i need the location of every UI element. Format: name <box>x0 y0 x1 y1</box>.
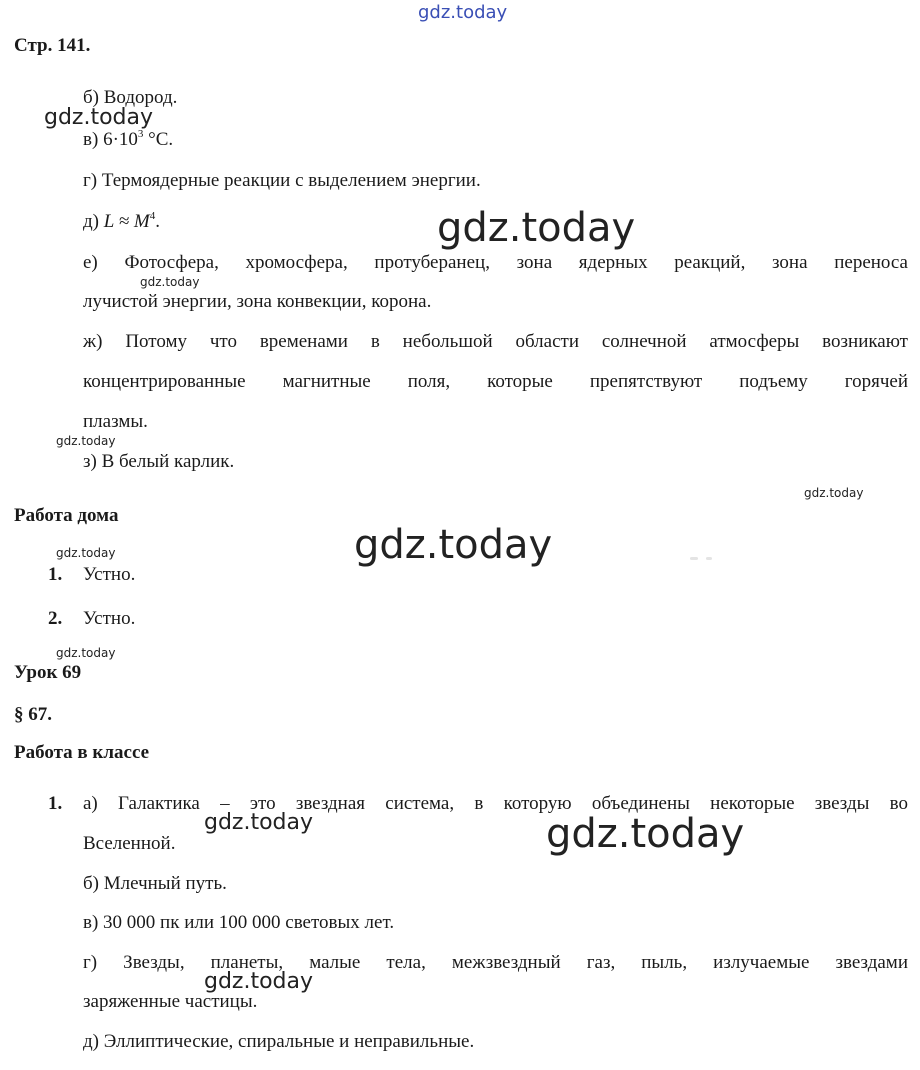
watermark-5: gdz.today <box>804 486 864 500</box>
answer-e-line2: лучистой энергии, зона конвекции, корона. <box>83 291 432 312</box>
luminosity-suffix: . <box>155 211 160 232</box>
answer-d <box>83 212 160 231</box>
answer-e-line1: е) Фотосфера, хромосфера, протуберанец, зона ядерных реакций, зона переноса <box>83 252 908 273</box>
watermark-7: gdz.today <box>56 546 116 560</box>
watermark-10: gdz.today <box>546 811 745 857</box>
classwork-g-line1: г) Звезды, планеты, малые тела, межзвездный газ, пыль, излучаемые звездами <box>83 952 908 973</box>
homework-item-2-number: 2. <box>48 608 63 629</box>
answer-v-prefix: в) <box>83 129 99 150</box>
answer-d-prefix: д) <box>83 211 99 232</box>
smudge <box>690 557 698 560</box>
watermark-9: gdz.today <box>204 810 314 835</box>
watermark-6: gdz.today <box>354 522 553 568</box>
answer-g: г) Термоядерные реакции с выделением энергии. <box>83 170 481 191</box>
classwork-g-line2: заряженные частицы. <box>83 991 258 1012</box>
answer-z: з) В белый карлик. <box>83 451 235 472</box>
temperature-unit: °С. <box>148 129 174 150</box>
classwork-a-line1: а) Галактика – это звездная система, в которую объединены некоторые звезды во <box>83 793 908 814</box>
watermark-4: gdz.today <box>56 434 116 448</box>
classwork-a-line2: Вселенной. <box>83 833 176 854</box>
answer-v <box>83 130 173 149</box>
temperature-exponent: 3 <box>137 128 144 140</box>
homework-item-1-text: Устно. <box>83 564 136 585</box>
luminosity-exponent: 4 <box>149 210 156 222</box>
paragraph-heading: § 67. <box>14 704 52 725</box>
temperature-value: 6·10 <box>103 129 138 150</box>
watermark-top: gdz.today <box>418 2 508 23</box>
lesson-heading: Урок 69 <box>14 662 82 683</box>
classwork-heading: Работа в классе <box>14 742 150 763</box>
homework-item-2-text: Устно. <box>83 608 136 629</box>
classwork-d: д) Эллиптические, спиральные и неправильные. <box>83 1031 475 1052</box>
smudge <box>706 557 712 560</box>
answer-b: б) Водород. <box>83 87 178 108</box>
watermark-8: gdz.today <box>56 646 116 660</box>
classwork-item-1-number: 1. <box>48 793 63 814</box>
luminosity-formula: L ≈ M <box>103 211 150 232</box>
homework-heading: Работа дома <box>14 505 119 526</box>
watermark-2: gdz.today <box>437 205 636 251</box>
answer-zh-line1: ж) Потому что временами в небольшой области солнечной атмосферы возникают <box>83 331 908 352</box>
answer-zh-line3: плазмы. <box>83 411 148 432</box>
answer-zh-line2: концентрированные магнитные поля, которые препятствуют подъему горячей <box>83 371 908 392</box>
homework-item-1-number: 1. <box>48 564 63 585</box>
watermark-1: gdz.today <box>44 105 154 130</box>
classwork-v: в) 30 000 пк или 100 000 световых лет. <box>83 912 395 933</box>
watermark-11: gdz.today <box>204 969 314 994</box>
page-reference: Стр. 141. <box>14 35 91 56</box>
watermark-3: gdz.today <box>140 275 200 289</box>
classwork-b: б) Млечный путь. <box>83 873 227 894</box>
